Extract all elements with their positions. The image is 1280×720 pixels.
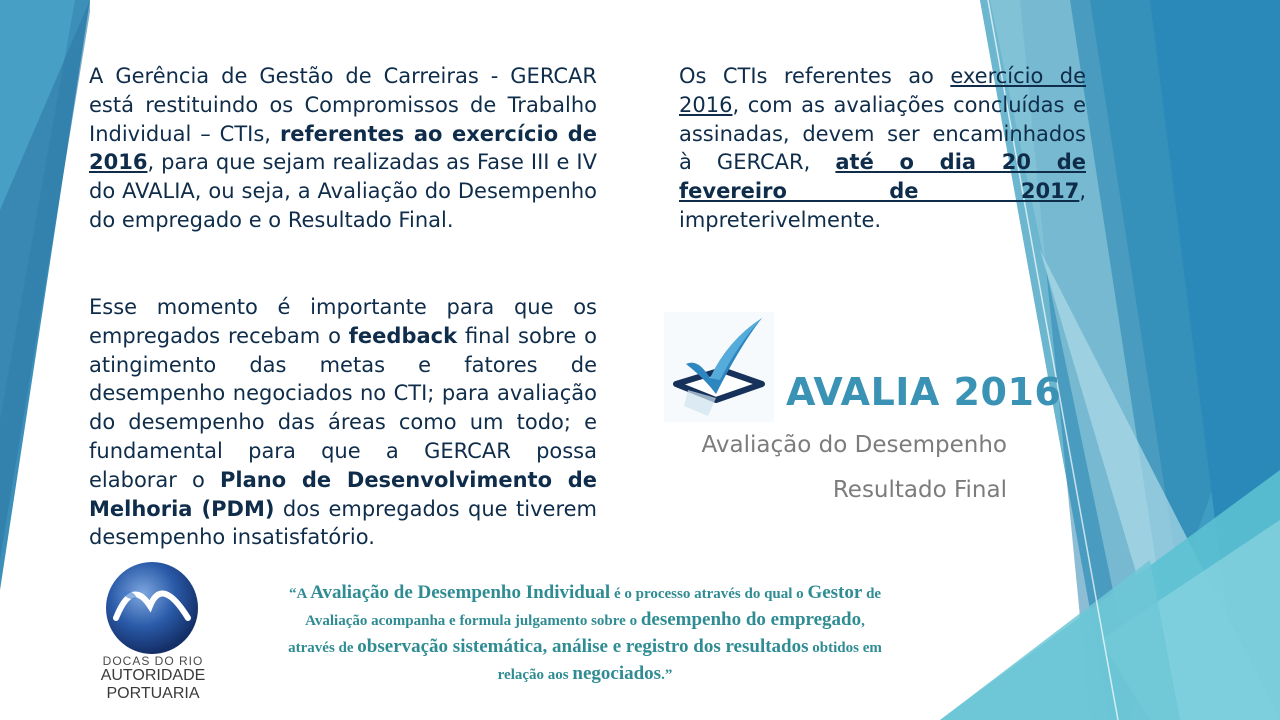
logo-line-1: DOCAS DO RIO (102, 654, 204, 668)
quote-part-1: Avaliação de Desempenho Individual (310, 582, 611, 603)
brand-title: AVALIA 2016 (786, 370, 1062, 414)
pdm-name: Plano de Desenvolvimento de Melhoria (PDM) (89, 467, 598, 521)
quote-part-3: Gestor (807, 582, 863, 603)
quote-part-4: de Avaliação acompanha e formula julgamento sobre o (305, 586, 882, 629)
definition-quote (284, 580, 886, 688)
deadline-exercise: exercício de 2016 (679, 64, 1086, 117)
importance-paragraph (89, 293, 597, 552)
importance-text-3: dos empregados que tiverem desempenho insatisfatório. (89, 496, 598, 550)
quote-part-6: , através de (288, 613, 865, 656)
deadline-text-2: , com as avaliações concluídas e assinadas, devem ser encaminhados à GERCAR, (679, 92, 1086, 175)
quote-part-7: observação sistemática, análise e registro dos resultados (357, 636, 809, 657)
deadline-date: até o dia 20 de fevereiro de 2017 (679, 150, 1086, 204)
deadline-paragraph (679, 62, 1086, 235)
logo-line-2: AUTORIDADE PORTUARIA (100, 667, 206, 702)
intro-text-1: A Gerência de Gestão de Carreiras - GERCAR está restituindo os Compromissos de Trabalho Individual – CTIs, (89, 64, 597, 146)
quote-close: .” (661, 667, 673, 683)
deadline-text-1: Os CTIs referentes ao (679, 64, 951, 88)
intro-paragraph (89, 62, 597, 235)
brand-subtitle-2: Resultado Final (832, 477, 1007, 503)
quote-part-2: é o processo através do qual o (610, 586, 808, 602)
quote-part-8: obtidos em relação aos (497, 640, 882, 683)
intro-year: 2016 (89, 150, 148, 175)
importance-text-1: Esse momento é importante para que os empregados recebam o (89, 295, 597, 348)
deadline-text-3: , impreterivelmente. (679, 179, 1086, 232)
globe-logo-icon (102, 558, 202, 658)
intro-text-2: , para que sejam realizadas as Fase III e IV do AVALIA, ou seja, a Avaliação do Desempenho do empregado e o Resultado Final. (89, 150, 597, 232)
importance-text-2: final sobre o atingimento das metas e fatores de desempenho negociados no CTI; para avaliação do desempenho das áreas como um todo; e fundamental para que a GERCAR possa elaborar o (89, 323, 597, 492)
quote-open: “A (288, 586, 311, 602)
feedback-word: feedback (348, 323, 458, 348)
brand-subtitle-1: Avaliação do Desempenho (701, 432, 1007, 458)
checkmark-box-icon (664, 312, 774, 422)
quote-part-5: desempenho do empregado (640, 609, 862, 630)
intro-bold-text: referentes ao exercício de (279, 121, 597, 146)
quote-part-9: negociados (572, 663, 662, 684)
